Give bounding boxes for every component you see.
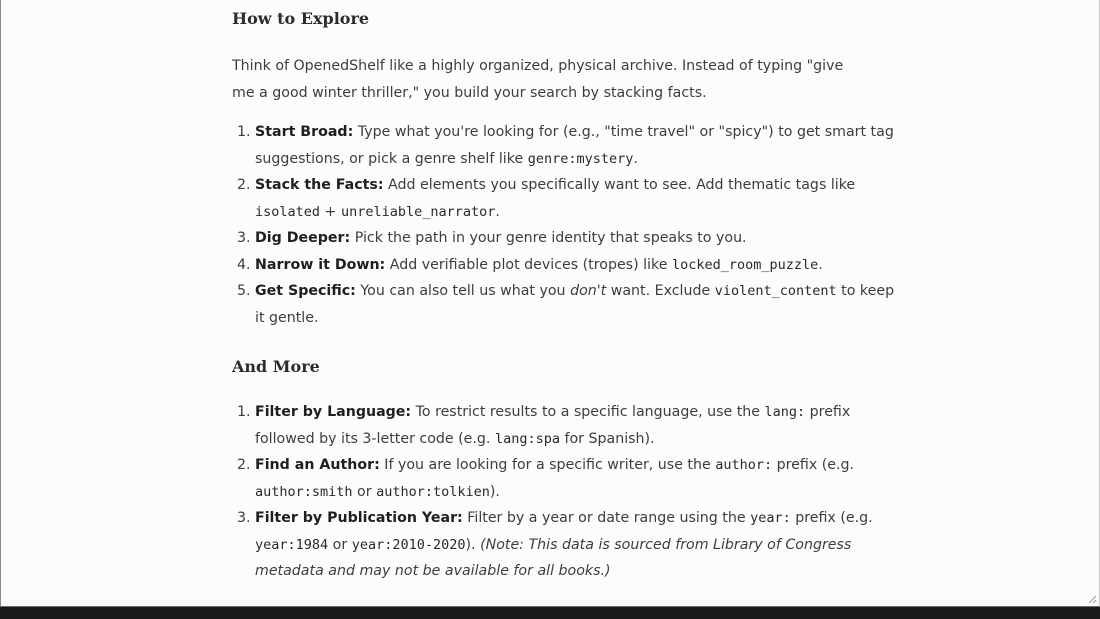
filter-text: To restrict results to a specific language, use the (411, 404, 765, 420)
step-title: Start Broad: (255, 124, 354, 140)
tag-code: unreliable_narrator (340, 203, 496, 220)
trope-code: locked_room_puzzle (671, 256, 819, 273)
bottom-bar (0, 607, 1100, 619)
step-text: Type what you're looking for (e.g., "time travel" or "spicy") to get smart tag suggestions, or pick a genre shelf like (255, 124, 894, 167)
step-title: Get Specific: (255, 283, 356, 299)
step-text: You can also tell us what you (355, 283, 571, 299)
filter-text: ). (489, 483, 500, 500)
step-text: Pick the path in your genre identity that speaks to you. (350, 230, 747, 246)
explore-steps-list (232, 119, 895, 331)
more-filters-list (232, 399, 875, 585)
step-text: . (818, 256, 823, 273)
filter-year (255, 505, 875, 585)
filter-title: Filter by Language: (255, 404, 412, 420)
data-source-note: (Note: This data is sourced from Library of Congress metadata and may not be available for all books.) (255, 536, 852, 579)
lang-prefix-code: lang: (764, 404, 806, 420)
filter-title: Filter by Publication Year: (255, 510, 463, 526)
step-stack-facts (255, 172, 895, 225)
author-prefix-code: author: (715, 457, 773, 473)
step-start-broad (255, 119, 895, 172)
resize-grip-icon[interactable] (1087, 594, 1097, 604)
step-title: Narrow it Down: (255, 256, 386, 273)
filter-text: prefix (e.g. (772, 457, 855, 473)
step-dig-deeper (255, 225, 895, 252)
year-example-code: year:1984 (255, 536, 329, 553)
explore-intro: Think of OpenedShelf like a highly organized, physical archive. Instead of typing "give me a good winter thriller," you build your search by stacking facts. (232, 58, 844, 101)
and-more-heading: And More (232, 357, 320, 376)
author-example-code: author:tolkien (376, 483, 490, 500)
how-to-explore-heading: How to Explore (232, 9, 370, 28)
filter-text: or (328, 536, 352, 553)
step-title: Stack the Facts: (255, 177, 384, 193)
year-prefix-code: year: (750, 510, 791, 526)
tag-code: isolated (255, 203, 321, 220)
filter-language (255, 399, 875, 452)
filter-text: Filter by a year or date range using the (462, 510, 751, 526)
step-text: to keep it gentle. (255, 283, 895, 326)
step-text: want. Exclude (606, 283, 715, 299)
lang-example-code: lang:spa (494, 430, 560, 447)
step-text: Add elements you specifically want to see. Add thematic tags like (383, 177, 856, 193)
filter-author (255, 452, 875, 505)
genre-tag-code: genre:mystery (527, 150, 634, 167)
step-text: . (633, 150, 638, 167)
exclude-tag-code: violent_content (714, 283, 837, 299)
filter-text: ). (465, 536, 481, 553)
filter-text: If you are looking for a specific writer, use the (379, 457, 716, 473)
step-get-specific (255, 278, 895, 331)
filter-text: or (352, 483, 377, 500)
filter-title: Find an Author: (255, 457, 380, 473)
emphasis-text: don't (570, 283, 607, 299)
author-example-code: author:smith (255, 483, 353, 500)
year-range-example-code: year:2010-2020 (351, 536, 466, 553)
step-text: Add verifiable plot devices (tropes) like (385, 256, 672, 273)
step-text: + (320, 203, 341, 220)
step-narrow-down (255, 252, 895, 279)
filter-text: for Spanish). (559, 430, 655, 447)
step-text: . (495, 203, 500, 220)
filter-text: prefix (e.g. (790, 510, 873, 526)
filter-text: prefix followed by its 3-letter code (e.g. (255, 404, 851, 447)
step-title: Dig Deeper: (255, 230, 351, 246)
